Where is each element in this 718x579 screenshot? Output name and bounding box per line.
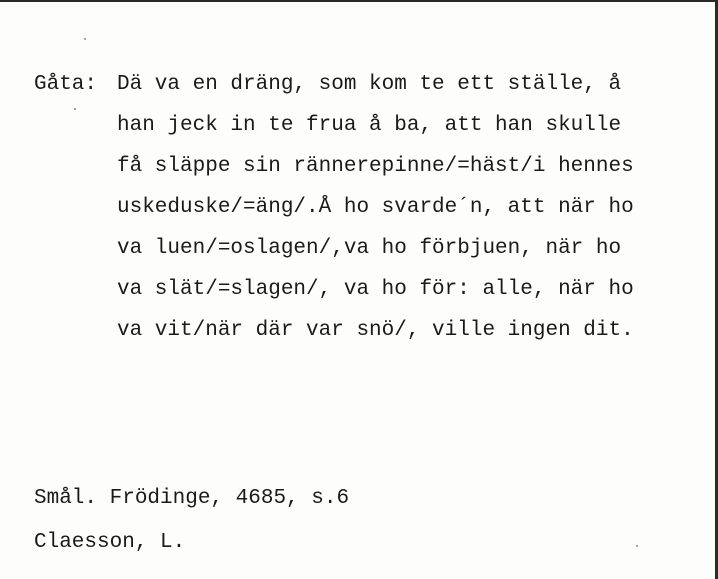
riddle-line-4: uskeduske/=äng/.Å ho svarde´n, att när ho (117, 196, 634, 219)
riddle-line-7: va vit/när där var snö/, ville ingen dit. (117, 319, 634, 342)
riddle-line-3: få släppe sin rännerepinne/=häst/i hennes (117, 155, 634, 178)
paper-speck (84, 38, 86, 40)
card-top-edge (0, 0, 718, 2)
riddle-line-6: va slät/=slagen/, va ho för: alle, när ho (117, 278, 634, 301)
riddle-line-2: han jeck in te frua å ba, att han skulle (117, 114, 622, 137)
paper-speck (74, 108, 76, 110)
riddle-line-1: Dä va en dräng, som kom te ett ställe, å (117, 73, 622, 96)
collector-name: Claesson, L. (34, 531, 186, 554)
riddle-label: Gåta: (34, 73, 98, 96)
paper-speck (636, 545, 638, 547)
riddle-line-5: va luen/=oslagen/,va ho förbjuen, när ho (117, 237, 622, 260)
source-reference: Smål. Frödinge, 4685, s.6 (34, 487, 350, 510)
